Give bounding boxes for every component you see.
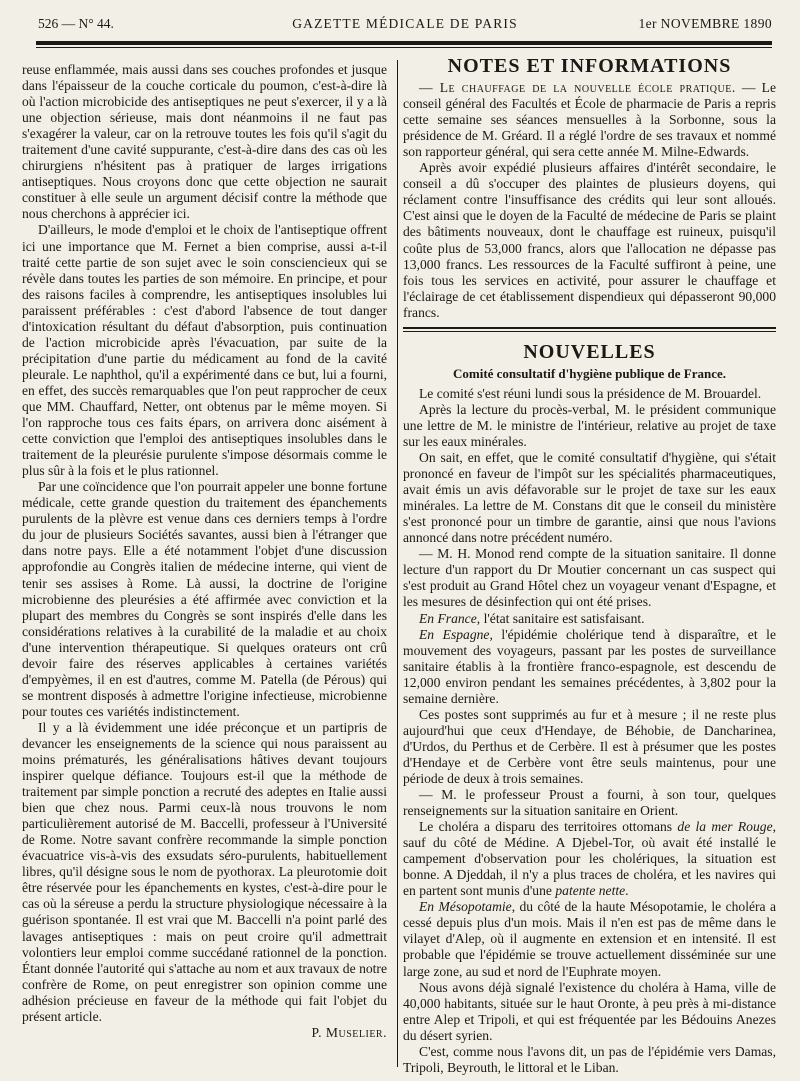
news-paragraph-text: . — [625, 883, 629, 899]
right-column — [403, 55, 777, 1076]
nouvelles-subtitle: Comité consultatif d'hygiène publique de France. — [452, 365, 726, 381]
article-signature — [22, 1025, 387, 1041]
news-emphasis: En Mésopotamie — [419, 899, 512, 915]
news-paragraph — [403, 627, 776, 707]
news-paragraph: — M. le professeur Proust a fourni, à son tour, quelques renseignements sur la situation sanitaire en Orient. — [403, 787, 776, 819]
news-paragraph: Ces postes sont supprimés au fur et à mesure ; il ne reste plus aujourd'hui que ceux d'Hendaye, de Béhobie, de Dancharinea, d'Urdos, du Perthus et de Cerbère. Il est à présumer que les postes d'Hendaye et de Cerbère vont être seuls maintenus, pour une période de deux à trois semaines. — [403, 706, 776, 786]
news-emphasis: patente nette — [555, 883, 626, 899]
section-thin-rule — [403, 331, 776, 332]
left-column — [22, 62, 387, 1041]
column-divider — [397, 60, 398, 1067]
page-issue-number: 526 — N° 44. — [38, 16, 114, 31]
notes-paragraph — [403, 80, 776, 160]
header-thin-rule — [36, 47, 772, 48]
news-paragraph-text: , l'état sanitaire est satisfaisant. — [476, 610, 645, 626]
news-paragraph — [403, 899, 776, 979]
news-paragraph-text: , du côté de la haute Mésopotamie, le choléra a cessé depuis plus d'un mois. Mais il n'en est pas de même dans le vilayet d'Alep, où il augmente en extension et en intensité. Il est probable que l'épidémie se trouve actuellement disséminée sur une large zone, au sud et nord de l'Euphrate moyen. — [403, 899, 776, 979]
notes-section-title: NOTES ET INFORMATIONS — [447, 55, 732, 77]
section-thick-rule — [403, 327, 776, 329]
news-emphasis: En Espagne — [419, 626, 490, 642]
nouvelles-section-title: NOUVELLES — [523, 340, 656, 363]
news-paragraph: — M. H. Monod rend compte de la situation sanitaire. Il donne lecture d'un rapport du Dr Moutier concernant un cas suspect qui s'est produit au Grand Hôtel chez un voyageur venant d'Espagne, et les mesures de désinfection qui ont été prises. — [403, 546, 776, 610]
notes-paragraph: Après avoir expédié plusieurs affaires d'intérêt secondaire, le conseil a dû s'occuper des plaintes de plusieurs doyens, qui réclament contre l'insuffisance des crédits qui leur sont alloués. C'est ainsi que le doyen de la Faculté de médecine de Paris se plaint des bâtiments nouveaux, dont le chauffage est ruineux, puisqu'il coûte plus de 53,000 francs, alors que l'allocation ne dépasse pas 13,000 francs. Les ressources de la Faculté suffiront à peine, une fois tous les services en activité, pour assurer le chauffage et l'éclairage de cet établissement dispendieux qui dépasseront 90,000 francs. — [403, 160, 776, 320]
news-paragraph: Après la lecture du procès-verbal, M. le président communique une lettre de M. le ministre de l'intérieur, relative au projet de taxe sur les eaux minérales. — [403, 401, 776, 449]
author-name: P. Muselier. — [311, 1024, 387, 1040]
news-emphasis: En France — [419, 610, 477, 626]
article-paragraph: D'ailleurs, le mode d'emploi et le choix de l'antiseptique offrent ici une importance que M. Fernet a bien comprise, aussi a-t-il traité cette partie de son sujet avec le soin consciencieux qui se révèle dans toutes les parties de son mémoire. En principe, et pour des raisons faciles à comprendre, les antiseptiques insolubles lui paraissent préférables : c'est d'abord l'absence de tout danger d'intoxication résultant du défaut d'absorption, puis continuation de l'action microbicide après l'évacuation, par suite de la précipitation d'une partie du médicament au fond de la cavité pleurale. Le naphthol, qu'il a expérimenté dans ce but, lui a fourni, en effet, des succès remarquables que l'on peut rapprocher de ceux que MM. Chauffard, Netter, ont obtenus par le même moyen. Si l'on rapproche tous ces faits épars, on arrivera donc aisément à cette conviction que l'emploi des antiseptiques insolubles dans le traitement de la pleurésie purulente s'impose désormais comme le plus sûr à la fois et le plus rationnel. — [22, 222, 387, 479]
journal-title: GAZETTE MÉDICALE DE PARIS — [292, 16, 518, 31]
news-emphasis: de la mer Rouge — [677, 819, 773, 835]
news-paragraph: Le comité s'est réuni lundi sous la présidence de M. Brouardel. — [419, 385, 762, 401]
news-paragraph-text: , l'épidémie cholérique tend à disparaître, et le mouvement des voyageurs, passant par les postes de surveillance sanitaire établis à la frontière franco-espagnole, est descendu de 12,000 environ pendant les semaines précédentes, à 3,802 pour la semaine dernière. — [403, 626, 776, 706]
page-header — [38, 16, 772, 38]
news-paragraph-text: Le choléra a disparu des territoires ottomans — [419, 819, 678, 835]
news-paragraph: Nous avons déjà signalé l'existence du choléra à Hama, ville de 40,000 habitants, située sur le haut Oronte, à peu près à mi-distance entre Alep et Tripoli, et qui est fréquentée par les Bédouins Anezes du désert syrien. — [403, 979, 776, 1043]
news-paragraph — [403, 611, 776, 627]
notes-lead-heading: — Le chauffage de la nouvelle école pratique. — [419, 80, 736, 96]
header-thick-rule — [36, 41, 772, 45]
news-paragraph: C'est, comme nous l'avons dit, un pas de l'épidémie vers Damas, Tripoli, Beyrouth, le littoral et le Liban. — [403, 1043, 776, 1075]
issue-date: 1er NOVEMBRE 1890 — [638, 16, 772, 31]
notes-paragraph-text: — Le conseil général des Facultés et École de pharmacie de Paris a repris cette semaine ses séances mensuelles à la Sorbonne, sous la présidence de M. Gréard. Il a réglé l'ordre de ses travaux et nommé son rapporteur général, qui sera cette année M. Milne-Edwards. — [403, 80, 776, 160]
news-paragraph — [403, 819, 776, 899]
article-paragraph: reuse enflammée, mais aussi dans ses couches profondes et jusque dans l'épaisseur de la couche corticale du poumon, c'est-à-dire là où l'action microbicide des antiseptiques ne peut s'exercer, il y a là une objection sérieuse, mais dont néanmoins il ne faut pas s'exagérer la valeur, car on la retrouve toutes les fois qu'il s'agit du traitement d'une cavité suppurante, c'est-à-dire dans des cas où les chirurgiens n'hésitent pas à pratiquer de larges irrigations antiseptiques. Nous croyons donc que cette objection ne saurait constituer à elle seule un argument décisif contre la méthode que nous cherchons à apprécier ici. — [22, 62, 387, 222]
article-paragraph: Par une coïncidence que l'on pourrait appeler une bonne fortune médicale, cette grande question du traitement des épanchements purulents de la plèvre est venue dans ces derniers temps à l'ordre du jour de plusieurs Sociétés savantes, aussi bien à l'étranger que dans notre pays. Elle a été notamment l'objet d'une discussion approfondie au Congrès italien de médecine interne, qui vient de tenir ses assises à Rome. Là aussi, la doctrine de l'origine microbienne des pleurésies a été affirmée avec conviction et la plupart des membres du Congrès se sont inspirés d'elle dans les considérations relatives à la curabilité de la maladie et au choix d'une intervention thérapeutique. Si quelques orateurs ont crû devoir faire des réserves applicables à certaines variétés d'empyèmes, il en est d'autres, comme M. Patella (de Pérous) qui se montrent disposés à admettre l'origine infectieuse, microbienne pour toutes ces variétés indistinctement. — [22, 479, 387, 719]
news-paragraph-text: , sauf du côté de Médine. A Djebel-Tor, où avait été installé le campement d'observation pour les cholériques, la situation est bonne. A Djeddah, il n'y a plus traces de choléra, et les navires qui en partent sont munis d'une — [403, 819, 777, 899]
article-paragraph: Il y a là évidemment une idée préconçue et un partipris de devancer les enseignements de la science qui nous paraissent au moins prématurés, les généralisations hâtives devant toujours inspirer quelque défiance. Toujours est-il que la méthode de traitement par simple ponction a recruté des adeptes en Italie aussi bien que chez nous. Parmi ceux-là nous trouvons le nom particulièrement autorisé de M. Baccelli, professeur à l'Université de Rome. Notre savant confrère recommande la simple ponction évacuatrice vis-à-vis des exsudats séro-purulents, habituellement libres, qu'il désigne sous le nom de pyothorax. La pleurotomie doit être réservée pour les épanchements en kystes, c'est-à-dire pour le cas où la séreuse a perdu la structure physiologique nécessaire à la guérison spontanée. Il est vrai que M. Baccelli n'a point parlé des lavages antiseptiques : mais on peut croire qu'il admettrait volontiers leur emploi comme succédané rationnel de la ponction. Étant donnée l'autorité qui s'attache au nom et aux travaux de notre confrère de Rome, on peut enregistrer son opinion comme une adhésion précieuse en faveur de la méthode qui fait l'objet du présent article. — [22, 719, 387, 1024]
news-paragraph: On sait, en effet, que le comité consultatif d'hygiène, qui s'était prononcé en faveur de l'impôt sur les spécialités pharmaceutiques, avait émis un avis défavorable sur le projet de taxe sur les eaux minérales. La lettre de M. Constans dit que le conseil du ministère s'est prononcé pour un timbre de garantie, ainsi que nous l'avions annoncé dans notre précédent numéro. — [403, 450, 776, 546]
